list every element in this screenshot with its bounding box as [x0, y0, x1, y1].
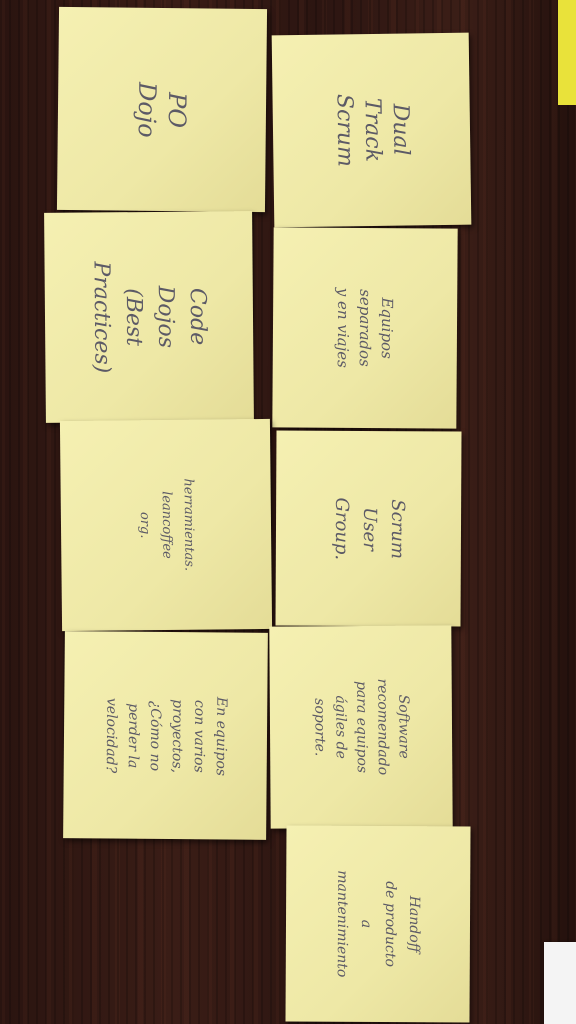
note-text: herramientas. leancoffee org. — [136, 478, 197, 572]
note-text: Code Dojos (Best Practices) — [88, 261, 211, 374]
sticky-note-software-recomendado — [269, 625, 452, 828]
sticky-note-equipos-separados — [272, 227, 457, 428]
note-text: En equipos con varios proyectos, ¿Cómo no perder la velocidad? — [102, 696, 229, 776]
sticky-note-handoff — [285, 826, 470, 1023]
note-text: Scrum User Group. — [330, 496, 408, 560]
sticky-note-po-dojo — [57, 7, 267, 212]
note-text: Dual Track Scrum — [330, 93, 413, 168]
sticky-note-herramientas — [60, 419, 272, 631]
note-text: PO Dojo — [132, 81, 192, 138]
note-text: Equipos separados y en viajes — [333, 287, 397, 368]
sticky-note-scrum-user-group — [275, 431, 461, 627]
note-text: Handoff de producto a mantenimiento — [333, 870, 423, 978]
white-paper-edge — [544, 942, 576, 1024]
yellow-note-edge — [558, 0, 576, 105]
sticky-note-equipos-varios-proyectos — [63, 631, 268, 840]
sticky-note-code-dojos — [44, 211, 254, 423]
note-text: Software recomendado para equipos ágiles de soporte. — [311, 678, 412, 776]
sticky-note-dual-track-scrum — [272, 33, 472, 228]
